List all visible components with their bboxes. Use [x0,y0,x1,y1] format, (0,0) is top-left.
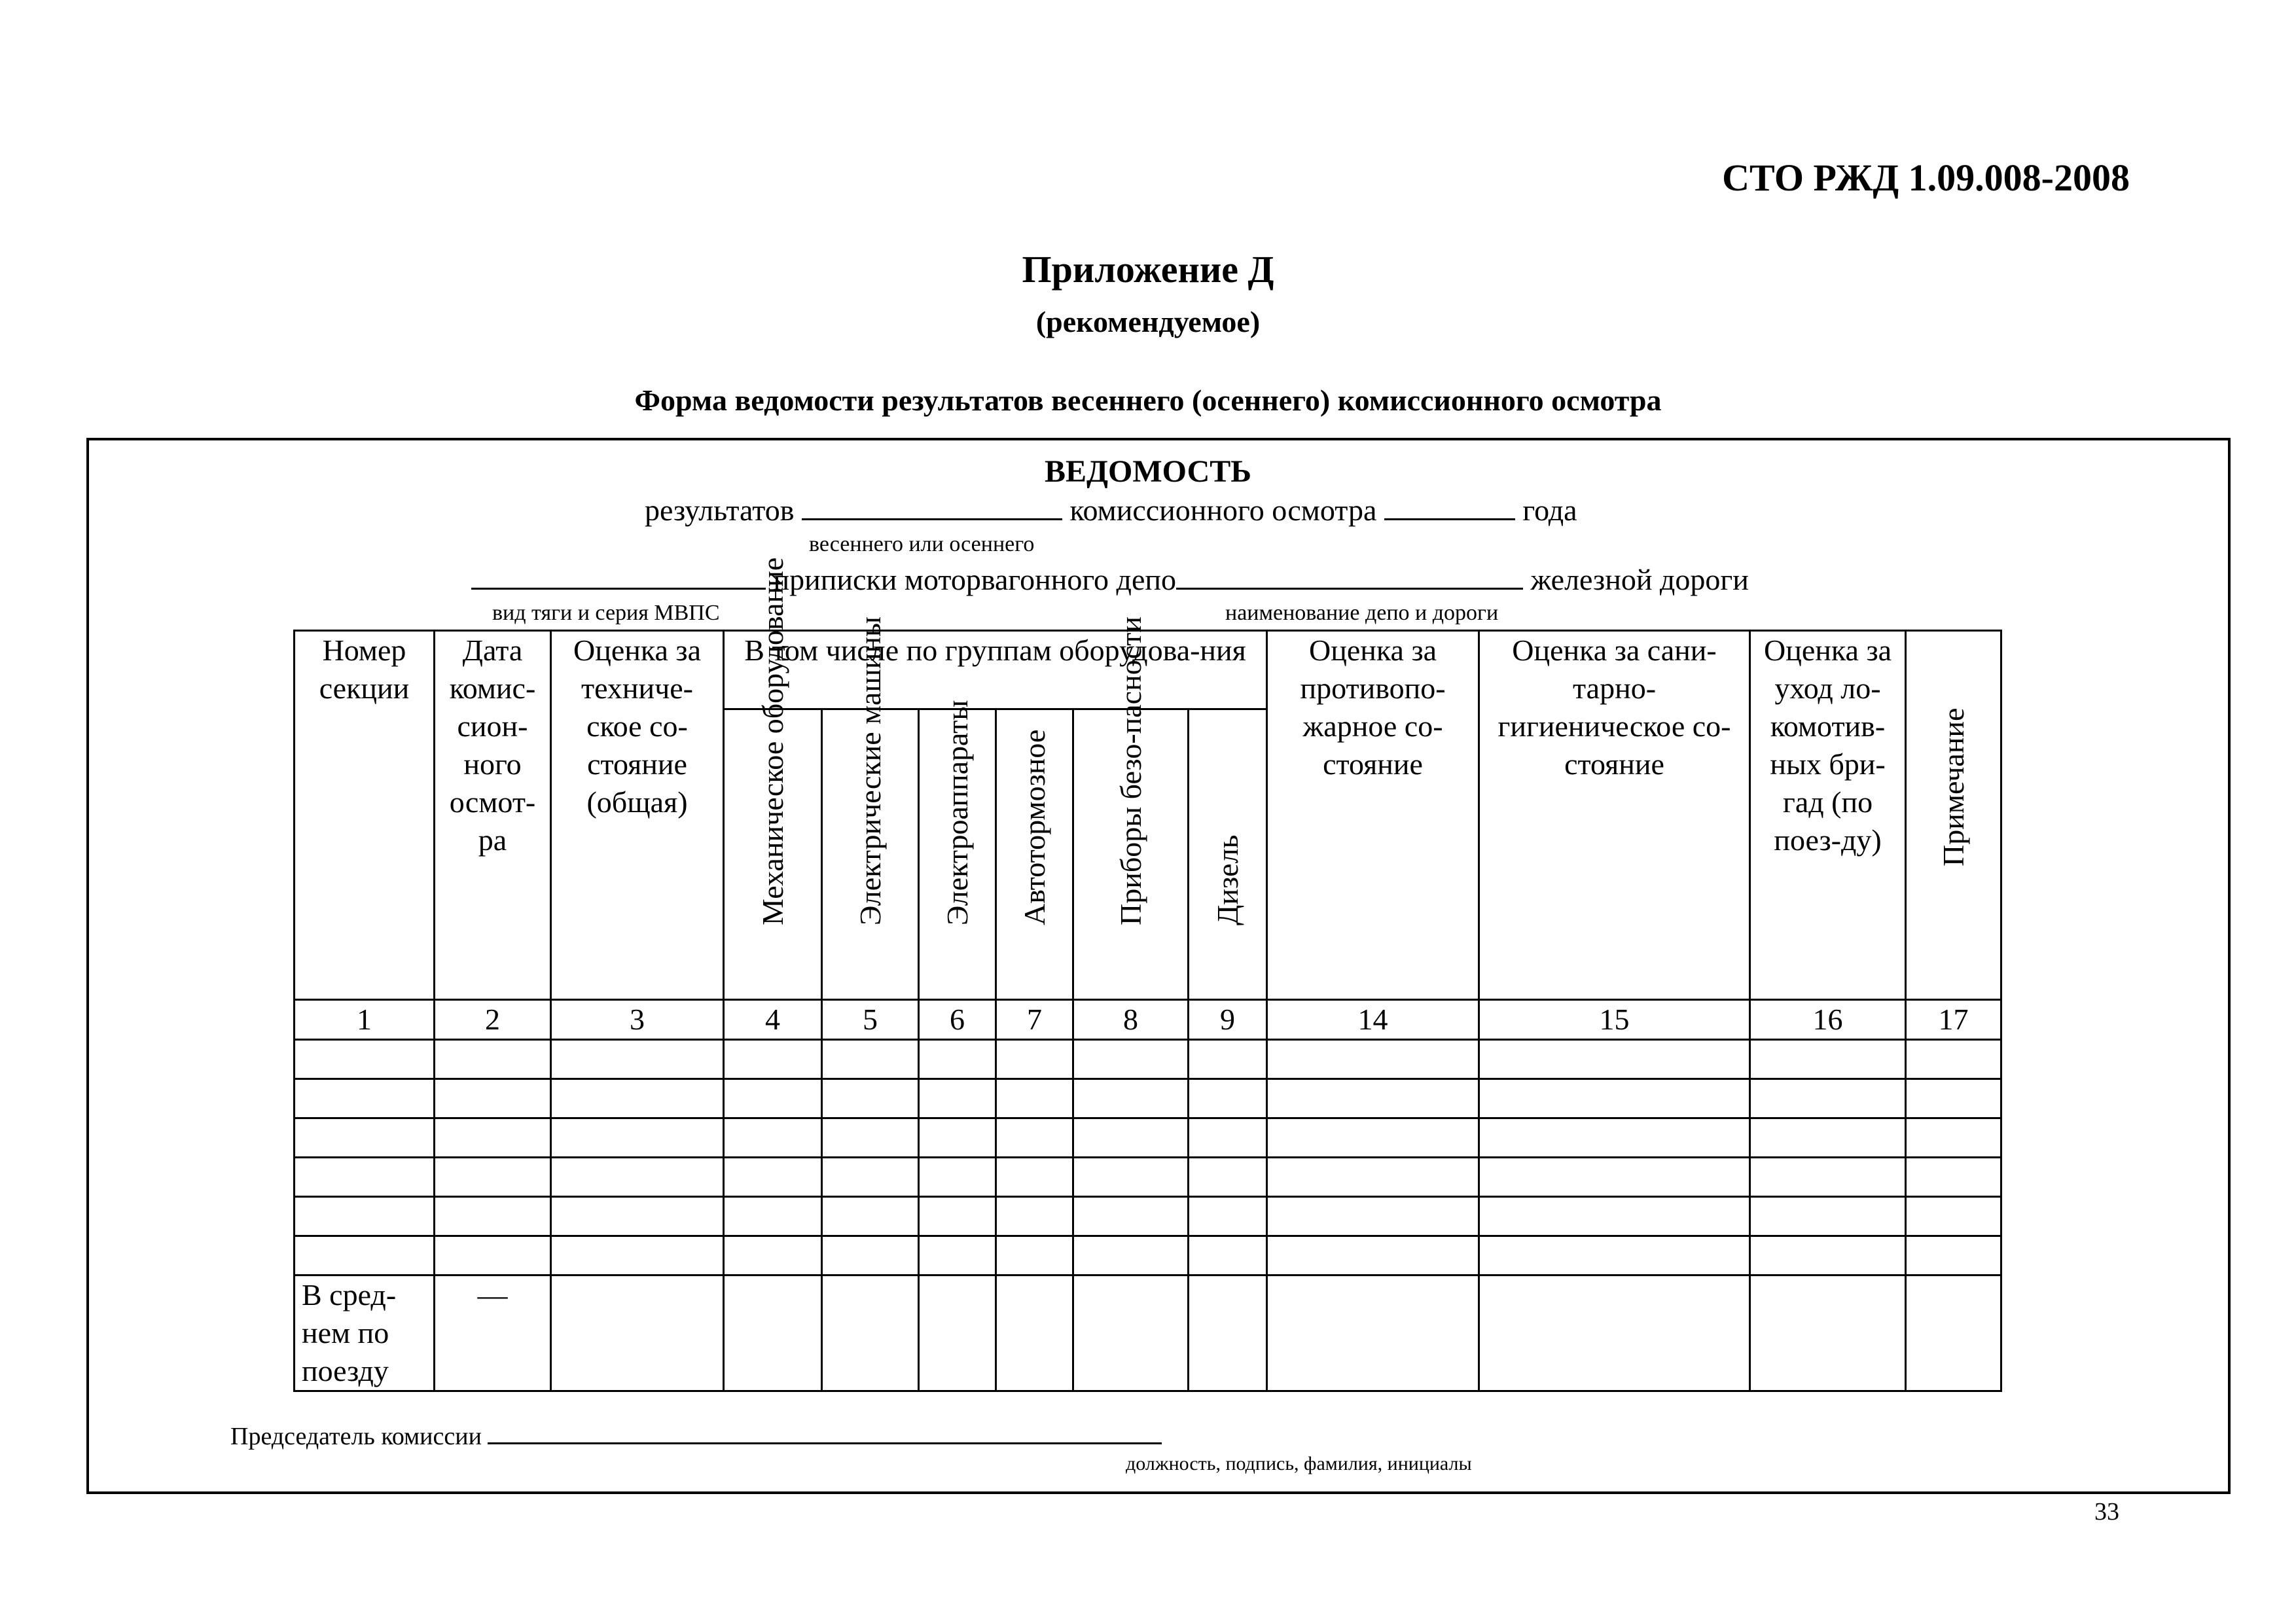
table-cell[interactable] [724,1236,822,1275]
table-cell[interactable] [1267,1275,1479,1391]
inspection-label: комиссионного осмотра [1069,493,1377,527]
table-cell[interactable] [295,1158,435,1197]
column-number: 3 [551,1000,724,1040]
table-cell[interactable] [822,1197,919,1236]
table-cell[interactable] [1267,1197,1479,1236]
average-label: В сред-нем по поезду [295,1275,435,1391]
railway-label: железной дороги [1530,563,1749,596]
header-inspection-date: Дата комис-сион-ного осмот-ра [435,631,551,1000]
table-cell[interactable] [822,1079,919,1118]
column-number: 2 [435,1000,551,1040]
table-cell[interactable] [295,1118,435,1158]
column-number: 9 [1189,1000,1267,1040]
table-cell[interactable] [1267,1079,1479,1118]
table-cell[interactable] [822,1275,919,1391]
table-cell[interactable] [996,1197,1073,1236]
header-sanitary: Оценка за сани-тарно-гигиеническое со-стояние [1479,631,1750,1000]
table-cell[interactable] [1750,1236,1906,1275]
traction-hint: вид тяги и серия МВПС [492,601,720,625]
table-cell[interactable] [822,1118,919,1158]
table-cell[interactable] [435,1158,551,1197]
table-cell[interactable] [919,1079,996,1118]
table-cell[interactable] [1906,1275,2001,1391]
table-cell[interactable] [1479,1118,1750,1158]
table-cell[interactable] [1189,1118,1267,1158]
header-note: Примечание [1906,631,2001,1000]
table-cell[interactable] [435,1118,551,1158]
table-cell[interactable] [1073,1197,1189,1236]
column-number: 6 [919,1000,996,1040]
table-cell[interactable] [724,1158,822,1197]
table-cell[interactable] [1267,1118,1479,1158]
column-number: 17 [1906,1000,2001,1040]
subheader-safety-devices: Приборы безо-пасности [1073,709,1189,1000]
chairman-hint: должность, подпись, фамилия, инициалы [1126,1453,1472,1474]
header-technical-state: Оценка за техниче-ское со-стояние (общая) [551,631,724,1000]
table-cell[interactable] [1189,1040,1267,1079]
table-row [295,1158,2001,1197]
table-cell[interactable] [1267,1040,1479,1079]
depot-hint: наименование депо и дороги [1225,601,1499,625]
table-cell[interactable] [919,1158,996,1197]
depot-blank[interactable] [1176,562,1523,590]
year-label: года [1522,493,1577,527]
table-row [295,1079,2001,1118]
average-dash: — [435,1275,551,1391]
table-cell[interactable] [996,1040,1073,1079]
appendix-subtitle: (рекомендуемое) [1035,305,1261,338]
table-cell[interactable] [1750,1118,1906,1158]
table-cell[interactable] [1479,1275,1750,1391]
subheader-electric-machines: Электрические машины [822,709,919,1000]
header-crew-care: Оценка за уход ло-комотив-ных бри-гад (по поез-ду) [1750,631,1906,1000]
table-cell[interactable] [551,1040,724,1079]
subheader-diesel: Дизель [1189,709,1267,1000]
table-cell[interactable] [295,1236,435,1275]
table-cell[interactable] [295,1040,435,1079]
table-cell[interactable] [1479,1158,1750,1197]
table-cell[interactable] [1267,1158,1479,1197]
table-cell[interactable] [1906,1118,2001,1158]
table-cell[interactable] [1906,1236,2001,1275]
table-cell[interactable] [1073,1158,1189,1197]
page-number: 33 [2094,1498,2119,1525]
table-cell[interactable] [1189,1236,1267,1275]
table-cell[interactable] [551,1236,724,1275]
table-cell[interactable] [1750,1197,1906,1236]
results-label: результатов [645,493,795,527]
table-cell[interactable] [1750,1040,1906,1079]
header-equipment-groups: В том числе по группам оборудова-ния [724,631,1267,709]
column-number: 14 [1267,1000,1479,1040]
table-cell[interactable] [1750,1079,1906,1118]
table-cell[interactable] [551,1197,724,1236]
table-cell[interactable] [1073,1236,1189,1275]
table-cell[interactable] [822,1040,919,1079]
table-cell[interactable] [1479,1040,1750,1079]
statement-title: ВЕДОМОСТЬ [1044,454,1252,489]
table-cell[interactable] [919,1197,996,1236]
table-row [295,1118,2001,1158]
chairman-blank[interactable] [488,1420,1162,1444]
table-cell[interactable] [551,1118,724,1158]
document-code: СТО РЖД 1.09.008-2008 [1722,156,2130,199]
table-cell[interactable] [724,1040,822,1079]
column-number: 5 [822,1000,919,1040]
table-cell[interactable] [996,1236,1073,1275]
table-cell[interactable] [724,1079,822,1118]
table-cell[interactable] [919,1040,996,1079]
table-cell[interactable] [1479,1197,1750,1236]
subheader-auto-brake: Автотормозное [996,709,1073,1000]
season-hint: весеннего или осеннего [809,532,1035,556]
table-cell[interactable] [1906,1197,2001,1236]
table-row [295,1197,2001,1236]
table-cell[interactable] [435,1040,551,1079]
table-cell[interactable] [996,1079,1073,1118]
year-blank[interactable] [1384,492,1515,520]
traction-blank[interactable] [471,562,766,590]
table-cell[interactable] [1073,1079,1189,1118]
table-cell[interactable] [1073,1275,1189,1391]
table-cell[interactable] [1073,1040,1189,1079]
depot-label: приписки моторвагонного депо [773,563,1176,596]
column-number: 1 [295,1000,435,1040]
table-cell[interactable] [724,1197,822,1236]
table-row [295,1236,2001,1275]
column-number: 16 [1750,1000,1906,1040]
table-cell[interactable] [1189,1275,1267,1391]
table-cell[interactable] [996,1158,1073,1197]
header-section-number: Номер секции [295,631,435,1000]
subheader-electrical-apparatus: Электроаппараты [919,709,996,1000]
table-cell[interactable] [435,1079,551,1118]
table-cell[interactable] [551,1275,724,1391]
statement-line-2 [471,562,1749,597]
table-cell[interactable] [1189,1197,1267,1236]
table-cell[interactable] [1750,1158,1906,1197]
table-cell[interactable] [919,1236,996,1275]
table-cell[interactable] [996,1275,1073,1391]
table-cell[interactable] [996,1118,1073,1158]
table-cell[interactable] [551,1158,724,1197]
average-row [295,1275,2001,1391]
subheader-mechanical: Механическое оборудование [724,709,822,1000]
table-cell[interactable] [1906,1040,2001,1079]
form-title: Форма ведомости результатов весеннего (осеннего) комиссионного осмотра [634,383,1662,417]
table-cell[interactable] [1750,1275,1906,1391]
table-cell[interactable] [1479,1079,1750,1118]
column-numbers-row [295,1000,2001,1040]
table-cell[interactable] [724,1118,822,1158]
table-cell[interactable] [1479,1236,1750,1275]
table-cell[interactable] [724,1275,822,1391]
season-blank[interactable] [802,492,1062,520]
table-cell[interactable] [919,1118,996,1158]
table-cell[interactable] [435,1197,551,1236]
column-number: 4 [724,1000,822,1040]
table-cell[interactable] [1189,1079,1267,1118]
table-cell[interactable] [822,1158,919,1197]
table-cell[interactable] [1267,1236,1479,1275]
column-number: 15 [1479,1000,1750,1040]
table-cell[interactable] [1073,1118,1189,1158]
statement-line-1 [645,492,1577,527]
column-number: 8 [1073,1000,1189,1040]
table-cell[interactable] [551,1079,724,1118]
table-cell[interactable] [295,1079,435,1118]
table-cell[interactable] [822,1236,919,1275]
table-row [295,1040,2001,1079]
chairman-line [230,1420,1162,1451]
appendix-title: Приложение Д [1022,248,1274,291]
table-cell[interactable] [1906,1079,2001,1118]
chairman-label: Председатель комиссии [230,1423,482,1450]
table-cell[interactable] [435,1236,551,1275]
column-number: 7 [996,1000,1073,1040]
table-cell[interactable] [295,1197,435,1236]
table-cell[interactable] [919,1275,996,1391]
table-cell[interactable] [1189,1158,1267,1197]
table-cell[interactable] [1906,1158,2001,1197]
header-fire-safety: Оценка за противопо-жарное со-стояние [1267,631,1479,1000]
